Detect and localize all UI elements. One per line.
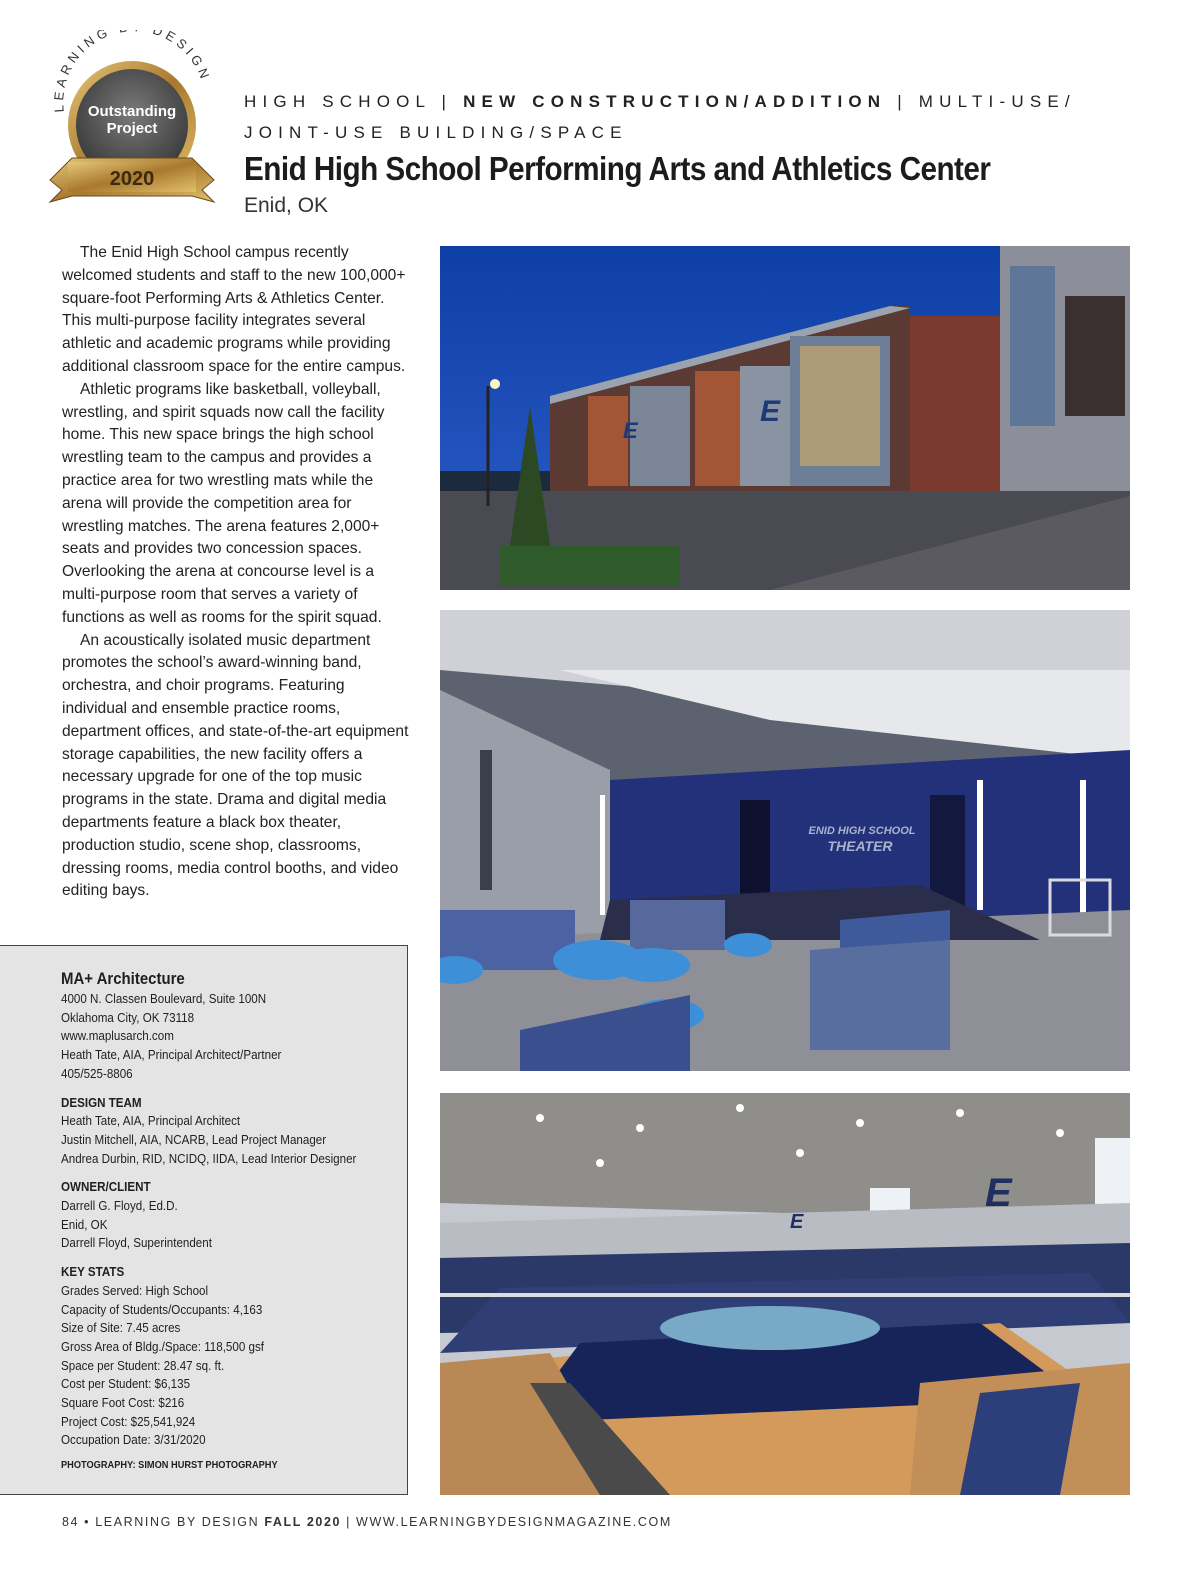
category-line2: JOINT-USE BUILDING/SPACE xyxy=(244,123,628,142)
category-part2: | MULTI-USE/ xyxy=(886,92,1076,111)
exterior-logo: E xyxy=(760,395,781,428)
issue-label: FALL 2020 xyxy=(264,1515,342,1529)
badge-arc-text: LEARNING DESIGN xyxy=(51,30,214,113)
owner-heading: OWNER/CLIENT xyxy=(61,1179,151,1195)
paragraph-2: Athletic programs like basketball, volleyball, wrestling, and spirit squads now call the facility home. This new space brings the high school wrestling team to the campus and provides a practice area for two wrestling mats while the arena will provide the competition area for wrestling matches. The arena features 2,000+ seats and provides two concession spaces. Overlooking the arena at concourse level is a multi-purpose room that serves a variety of functions as well as rooms for the spirit squad. xyxy=(62,380,385,626)
photo-credit: PHOTOGRAPHY: SIMON HURST PHOTOGRAPHY xyxy=(61,1459,278,1472)
stat-line: Size of Site: 7.45 acres xyxy=(61,1320,181,1336)
stat-line: Gross Area of Bldg./Space: 118,500 gsf xyxy=(61,1338,265,1354)
magazine-url[interactable]: WWW.LEARNINGBYDESIGNMAGAZINE.COM xyxy=(356,1515,672,1529)
paragraph-3: An acoustically isolated music department promotes the school’s award-winning band, orchestra, and choir programs. Featuring individual and ensemble practice rooms, department offices, and state-of-the-art equipment storage capabilities, the new facility offers a necessary upgrade for one of the top music programs in the state. Drama and digital media departments feature a black box theater, production studio, scene shop, classrooms, dressing rooms, media control booths, and video editing bays. xyxy=(62,631,409,900)
badge-year: 2020 xyxy=(109,168,155,190)
team-member: Justin Mitchell, AIA, NCARB, Lead Project Manager xyxy=(61,1131,327,1147)
firm-website: www.maplusarch.com xyxy=(61,1028,174,1044)
design-team-heading: DESIGN TEAM xyxy=(61,1094,142,1110)
footer-divider: | xyxy=(341,1515,357,1529)
firm-name: MA+ Architecture xyxy=(61,969,185,988)
firm-phone: 405/525-8806 xyxy=(61,1065,133,1081)
project-location: Enid, OK xyxy=(244,194,329,217)
team-member: Andrea Durbin, RID, NCIDQ, IIDA, Lead Interior Designer xyxy=(61,1150,357,1166)
magazine-name: LEARNING BY DESIGN xyxy=(95,1515,265,1529)
key-stats-heading: KEY STATS xyxy=(61,1264,125,1280)
badge-line1: Outstanding xyxy=(87,103,177,120)
gym-wall-logo: E xyxy=(985,1171,1012,1215)
category-bold: NEW CONSTRUCTION/ADDITION xyxy=(463,92,887,111)
exterior-photo xyxy=(440,246,1130,590)
owner-line: Enid, OK xyxy=(61,1216,108,1232)
page-footer xyxy=(62,1515,672,1529)
team-member: Heath Tate, AIA, Principal Architect xyxy=(61,1113,241,1129)
category-line xyxy=(244,86,1144,148)
stat-line: Capacity of Students/Occupants: 4,163 xyxy=(61,1301,263,1317)
page-number: 84 xyxy=(62,1515,80,1529)
category-part1: HIGH SCHOOL | xyxy=(244,92,464,111)
article-body xyxy=(62,242,412,903)
footer-separator: • xyxy=(79,1515,96,1529)
stat-line: Space per Student: 28.47 sq. ft. xyxy=(61,1357,225,1373)
badge-line2: Project xyxy=(106,120,158,137)
lounge-photo xyxy=(440,610,1130,1071)
owner-line: Darrell G. Floyd, Ed.D. xyxy=(61,1198,178,1214)
firm-address-2: Oklahoma City, OK 73118 xyxy=(61,1009,195,1025)
stat-line: Project Cost: $25,541,924 xyxy=(61,1413,196,1429)
gymnasium-photo xyxy=(440,1093,1130,1495)
firm-contact: Heath Tate, AIA, Principal Architect/Partner xyxy=(61,1047,282,1063)
project-info-box xyxy=(0,945,408,1495)
firm-address-1: 4000 N. Classen Boulevard, Suite 100N xyxy=(61,991,267,1006)
theater-sign-line2: THEATER xyxy=(827,838,893,854)
theater-sign-line1: ENID HIGH SCHOOL xyxy=(808,825,916,837)
award-badge xyxy=(42,30,222,215)
project-title: Enid High School Performing Arts and Athletics Center xyxy=(244,150,991,187)
stat-line: Occupation Date: 3/31/2020 xyxy=(61,1432,206,1448)
paragraph-1: The Enid High School campus recently welcomed students and staff to the new 100,000+ square-foot Performing Arts & Athletics Center. This multi-purpose facility integrates several athletic and academic programs while providing additional classroom space for the entire campus. xyxy=(62,244,406,375)
stat-line: Square Foot Cost: $216 xyxy=(61,1395,185,1411)
stat-line: Grades Served: High School xyxy=(61,1282,209,1298)
gym-wall-logo-small: E xyxy=(790,1211,804,1233)
stat-line: Cost per Student: $6,135 xyxy=(61,1376,191,1392)
exterior-logo-small: E xyxy=(623,418,638,443)
owner-line: Darrell Floyd, Superintendent xyxy=(61,1235,212,1251)
